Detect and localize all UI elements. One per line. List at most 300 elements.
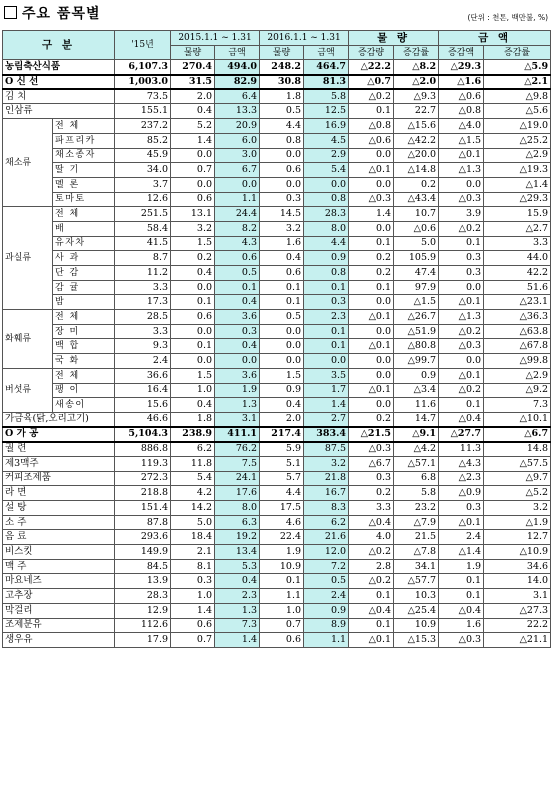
cell-value: 0.4 <box>171 266 215 281</box>
cell-value: 1.9 <box>215 383 260 398</box>
cell-value: △1.4 <box>439 545 484 560</box>
cell-value: 2.0 <box>260 412 304 427</box>
cell-value: △0.3 <box>439 633 484 648</box>
cell-value: 19.2 <box>215 530 260 545</box>
cell-value: 270.4 <box>171 60 215 75</box>
cell-value: 1.1 <box>215 192 260 207</box>
cell-value: △6.7 <box>484 427 551 442</box>
cell-value: 23.2 <box>394 501 439 516</box>
row-label: 비스킷 <box>3 545 115 560</box>
cell-value: 1.6 <box>439 618 484 633</box>
cell-value: 11.2 <box>115 266 171 281</box>
cell-value: 1.0 <box>171 383 215 398</box>
row-label: 설 탕 <box>3 501 115 516</box>
cell-value: △25.4 <box>394 603 439 618</box>
cell-value: △0.2 <box>349 574 394 589</box>
cell-value: 51.6 <box>484 280 551 295</box>
cell-value: △43.4 <box>394 192 439 207</box>
cell-value: 12.0 <box>304 545 349 560</box>
cell-value: 151.4 <box>115 501 171 516</box>
table-row <box>3 398 551 413</box>
cell-value: 0.5 <box>260 310 304 325</box>
cell-value: 6.8 <box>394 471 439 486</box>
cell-value: 3.2 <box>304 456 349 471</box>
cell-value: △22.2 <box>349 60 394 75</box>
row-label: 새송이 <box>53 398 115 413</box>
cell-value: 0.7 <box>260 618 304 633</box>
cell-value: △0.7 <box>349 75 394 90</box>
cell-value: 3.5 <box>304 368 349 383</box>
header-chg-qty: 증감량 <box>349 45 394 60</box>
cell-value: △1.3 <box>439 163 484 178</box>
cell-value: 8.9 <box>304 618 349 633</box>
cell-value: 3.2 <box>171 221 215 236</box>
cell-value: 293.6 <box>115 530 171 545</box>
cell-value: 6.0 <box>215 133 260 148</box>
cell-value: 0.1 <box>304 280 349 295</box>
row-label: 막걸리 <box>3 603 115 618</box>
cell-value: 2.3 <box>304 310 349 325</box>
cell-value: △7.8 <box>394 545 439 560</box>
header-amt-group: 금 액 <box>439 31 551 46</box>
header-qty-2015: 물량 <box>171 45 215 60</box>
cell-value: 1.8 <box>260 89 304 104</box>
cell-value: 1.4 <box>215 633 260 648</box>
cell-value: 4.6 <box>260 515 304 530</box>
cell-value: 0.9 <box>260 383 304 398</box>
cell-value: △9.1 <box>394 427 439 442</box>
cell-value: 21.5 <box>394 530 439 545</box>
cell-value: 9.3 <box>115 339 171 354</box>
table-row <box>3 339 551 354</box>
cell-value: 4.2 <box>171 486 215 501</box>
cell-value: 237.2 <box>115 119 171 134</box>
row-label: 단 감 <box>53 266 115 281</box>
cell-value: 0.6 <box>260 163 304 178</box>
cell-value: △21.1 <box>484 633 551 648</box>
row-label: 전 체 <box>53 310 115 325</box>
cell-value: △0.4 <box>439 412 484 427</box>
table-row <box>3 618 551 633</box>
export-table <box>2 30 551 648</box>
cell-value: 18.4 <box>171 530 215 545</box>
cell-value: 85.2 <box>115 133 171 148</box>
cell-value: 218.8 <box>115 486 171 501</box>
cell-value: 0.9 <box>394 368 439 383</box>
group-label: 채소류 <box>3 119 53 207</box>
cell-value: △5.9 <box>484 60 551 75</box>
table-row <box>3 383 551 398</box>
header-category: 구 분 <box>3 31 115 60</box>
cell-value: 0.0 <box>349 368 394 383</box>
table-body <box>3 60 551 648</box>
row-label: 가금육(닭,오리고기) <box>3 412 115 427</box>
cell-value: △0.1 <box>349 383 394 398</box>
cell-value: 0.1 <box>349 589 394 604</box>
cell-value: △0.2 <box>439 221 484 236</box>
header-amt-2016: 금액 <box>304 45 349 60</box>
table-row <box>3 545 551 560</box>
cell-value: 10.3 <box>394 589 439 604</box>
cell-value: 8.2 <box>215 221 260 236</box>
cell-value: 14.0 <box>484 574 551 589</box>
cell-value: △57.1 <box>394 456 439 471</box>
row-label: 라 면 <box>3 486 115 501</box>
cell-value: 2.0 <box>171 89 215 104</box>
row-label: 채소종자 <box>53 148 115 163</box>
cell-value: 0.2 <box>349 486 394 501</box>
cell-value: 1,003.0 <box>115 75 171 90</box>
cell-value: 0.3 <box>439 266 484 281</box>
cell-value: 0.6 <box>171 310 215 325</box>
cell-value: 0.6 <box>171 192 215 207</box>
cell-value: 30.8 <box>260 75 304 90</box>
cell-value: 0.0 <box>215 177 260 192</box>
unit-note: (단위 : 천톤, 백만불, %) <box>467 13 548 22</box>
cell-value: 21.8 <box>304 471 349 486</box>
table-row <box>3 104 551 119</box>
cell-value: 0.3 <box>439 501 484 516</box>
cell-value: △19.3 <box>484 163 551 178</box>
table-row <box>3 427 551 442</box>
cell-value: 1.0 <box>171 589 215 604</box>
cell-value: △2.7 <box>484 221 551 236</box>
cell-value: 0.1 <box>260 280 304 295</box>
cell-value: 17.9 <box>115 633 171 648</box>
table-row <box>3 559 551 574</box>
table-row <box>3 280 551 295</box>
cell-value: 251.5 <box>115 207 171 222</box>
table-row <box>3 486 551 501</box>
cell-value: 0.3 <box>215 324 260 339</box>
cell-value: 105.9 <box>394 251 439 266</box>
cell-value: 87.8 <box>115 515 171 530</box>
row-label: 음 료 <box>3 530 115 545</box>
cell-value: 238.9 <box>171 427 215 442</box>
cell-value: 0.5 <box>304 574 349 589</box>
cell-value: 0.8 <box>304 266 349 281</box>
cell-value: 0.6 <box>171 618 215 633</box>
cell-value: △0.1 <box>439 295 484 310</box>
cell-value: △9.2 <box>484 383 551 398</box>
cell-value: △9.3 <box>394 89 439 104</box>
row-label: 김 치 <box>3 89 115 104</box>
header-chg-rate-amt: 증감률 <box>484 45 551 60</box>
cell-value: 0.1 <box>349 104 394 119</box>
cell-value: 0.0 <box>349 324 394 339</box>
cell-value: 0.1 <box>439 236 484 251</box>
row-label: 인삼류 <box>3 104 115 119</box>
cell-value: 3.2 <box>484 501 551 516</box>
cell-value: △9.7 <box>484 471 551 486</box>
table-row <box>3 501 551 516</box>
cell-value: △4.3 <box>439 456 484 471</box>
cell-value: 14.5 <box>260 207 304 222</box>
cell-value: 0.0 <box>349 148 394 163</box>
cell-value: 8.7 <box>115 251 171 266</box>
table-row <box>3 368 551 383</box>
cell-value: 0.3 <box>171 574 215 589</box>
cell-value: 28.3 <box>304 207 349 222</box>
cell-value: 0.4 <box>171 104 215 119</box>
cell-value: 5.8 <box>304 89 349 104</box>
row-label: 백 합 <box>53 339 115 354</box>
cell-value: 0.7 <box>171 163 215 178</box>
cell-value: 76.2 <box>215 442 260 457</box>
cell-value: 22.7 <box>394 104 439 119</box>
cell-value: △9.8 <box>484 89 551 104</box>
cell-value: 82.9 <box>215 75 260 90</box>
row-label: 멜 론 <box>53 177 115 192</box>
cell-value: △4.2 <box>394 442 439 457</box>
cell-value: 4.4 <box>304 236 349 251</box>
cell-value: 0.3 <box>260 192 304 207</box>
cell-value: △0.1 <box>439 368 484 383</box>
cell-value: 16.7 <box>304 486 349 501</box>
cell-value: 0.1 <box>439 589 484 604</box>
table-row <box>3 163 551 178</box>
cell-value: 3.2 <box>260 221 304 236</box>
cell-value: 14.7 <box>394 412 439 427</box>
cell-value: 17.3 <box>115 295 171 310</box>
row-label: 밤 <box>53 295 115 310</box>
cell-value: 2.8 <box>349 559 394 574</box>
group-label: 과실류 <box>3 207 53 310</box>
table-row <box>3 354 551 369</box>
cell-value: 24.4 <box>215 207 260 222</box>
cell-value: △1.9 <box>484 515 551 530</box>
cell-value: 13.1 <box>171 207 215 222</box>
cell-value: △5.6 <box>484 104 551 119</box>
table-row <box>3 603 551 618</box>
cell-value: 119.3 <box>115 456 171 471</box>
cell-value: 0.4 <box>215 295 260 310</box>
cell-value: 0.0 <box>171 177 215 192</box>
cell-value: 886.8 <box>115 442 171 457</box>
cell-value: 2.4 <box>115 354 171 369</box>
cell-value: 17.5 <box>260 501 304 516</box>
cell-value: 15.9 <box>484 207 551 222</box>
cell-value: 0.1 <box>304 339 349 354</box>
cell-value: 6.2 <box>304 515 349 530</box>
cell-value: 3.3 <box>115 280 171 295</box>
cell-value: △21.5 <box>349 427 394 442</box>
table-row <box>3 75 551 90</box>
cell-value: △0.2 <box>349 89 394 104</box>
table-row <box>3 530 551 545</box>
cell-value: △10.9 <box>484 545 551 560</box>
cell-value: 3.6 <box>215 310 260 325</box>
cell-value: 3.0 <box>215 148 260 163</box>
cell-value: △0.3 <box>439 339 484 354</box>
table-row <box>3 177 551 192</box>
cell-value: 5.7 <box>260 471 304 486</box>
header-period2: 2016.1.1 ~ 1.31 <box>260 31 349 46</box>
cell-value: 11.8 <box>171 456 215 471</box>
cell-value: 0.2 <box>349 412 394 427</box>
cell-value: 8.1 <box>171 559 215 574</box>
cell-value: 6.3 <box>215 515 260 530</box>
cell-value: 0.0 <box>304 354 349 369</box>
cell-value: 2.9 <box>304 148 349 163</box>
cell-value: 0.2 <box>394 177 439 192</box>
cell-value: 0.0 <box>349 295 394 310</box>
row-label: 감 귤 <box>53 280 115 295</box>
cell-value: △0.1 <box>349 163 394 178</box>
cell-value: 5.9 <box>260 442 304 457</box>
cell-value: △2.3 <box>439 471 484 486</box>
cell-value: 14.8 <box>484 442 551 457</box>
cell-value: 0.4 <box>215 574 260 589</box>
cell-value: △14.8 <box>394 163 439 178</box>
row-label: O 신 선 <box>3 75 115 90</box>
cell-value: 7.5 <box>215 456 260 471</box>
cell-value: 7.3 <box>484 398 551 413</box>
table-row <box>3 236 551 251</box>
cell-value: 149.9 <box>115 545 171 560</box>
cell-value: 7.3 <box>215 618 260 633</box>
cell-value: △1.3 <box>439 310 484 325</box>
cell-value: 31.5 <box>171 75 215 90</box>
cell-value: △0.8 <box>349 119 394 134</box>
cell-value: △0.2 <box>439 324 484 339</box>
cell-value: 383.4 <box>304 427 349 442</box>
cell-value: 0.2 <box>171 251 215 266</box>
cell-value: 0.2 <box>349 251 394 266</box>
cell-value: 42.2 <box>484 266 551 281</box>
row-label: 토마토 <box>53 192 115 207</box>
cell-value: 0.0 <box>349 354 394 369</box>
cell-value: 2.4 <box>439 530 484 545</box>
cell-value: △20.0 <box>394 148 439 163</box>
cell-value: 22.4 <box>260 530 304 545</box>
row-label: 소 주 <box>3 515 115 530</box>
cell-value: △99.7 <box>394 354 439 369</box>
cell-value: 0.4 <box>171 398 215 413</box>
table-row <box>3 89 551 104</box>
cell-value: 0.1 <box>171 339 215 354</box>
cell-value: 0.1 <box>349 618 394 633</box>
cell-value: △15.3 <box>394 633 439 648</box>
cell-value: 0.7 <box>171 633 215 648</box>
cell-value: △10.1 <box>484 412 551 427</box>
cell-value: 0.5 <box>215 266 260 281</box>
row-label: 팽 이 <box>53 383 115 398</box>
cell-value: △63.8 <box>484 324 551 339</box>
cell-value: △67.8 <box>484 339 551 354</box>
header-amt-2015: 금액 <box>215 45 260 60</box>
cell-value: 1.1 <box>304 633 349 648</box>
cell-value: 494.0 <box>215 60 260 75</box>
cell-value: △80.8 <box>394 339 439 354</box>
cell-value: 5.3 <box>215 559 260 574</box>
cell-value: 272.3 <box>115 471 171 486</box>
cell-value: △8.2 <box>394 60 439 75</box>
cell-value: 8.3 <box>304 501 349 516</box>
cell-value: 0.2 <box>349 266 394 281</box>
cell-value: △57.7 <box>394 574 439 589</box>
row-label: 생우유 <box>3 633 115 648</box>
row-label: 장 미 <box>53 324 115 339</box>
cell-value: 45.9 <box>115 148 171 163</box>
row-label: 전 체 <box>53 207 115 222</box>
cell-value: 0.0 <box>349 177 394 192</box>
cell-value: △0.4 <box>439 603 484 618</box>
cell-value: 155.1 <box>115 104 171 119</box>
cell-value: 0.5 <box>260 104 304 119</box>
row-label: 국 화 <box>53 354 115 369</box>
table-row <box>3 251 551 266</box>
cell-value: 6.2 <box>171 442 215 457</box>
cell-value: △0.3 <box>439 192 484 207</box>
cell-value: 1.3 <box>215 398 260 413</box>
cell-value: 0.0 <box>439 280 484 295</box>
cell-value: 0.1 <box>215 280 260 295</box>
cell-value: 1.5 <box>171 236 215 251</box>
cell-value: 8.0 <box>304 221 349 236</box>
cell-value: 2.3 <box>215 589 260 604</box>
cell-value: 0.0 <box>439 177 484 192</box>
cell-value: 0.0 <box>304 177 349 192</box>
cell-value: △0.3 <box>349 442 394 457</box>
cell-value: 13.4 <box>215 545 260 560</box>
cell-value: 12.5 <box>304 104 349 119</box>
row-label: 고추장 <box>3 589 115 604</box>
cell-value: 0.3 <box>349 471 394 486</box>
cell-value: △5.2 <box>484 486 551 501</box>
header-qty-2016: 물량 <box>260 45 304 60</box>
cell-value: 3.7 <box>115 177 171 192</box>
cell-value: 5.4 <box>171 471 215 486</box>
cell-value: △29.3 <box>484 192 551 207</box>
cell-value: 112.6 <box>115 618 171 633</box>
cell-value: 44.0 <box>484 251 551 266</box>
cell-value: 6.4 <box>215 89 260 104</box>
cell-value: 0.0 <box>260 148 304 163</box>
cell-value: △57.5 <box>484 456 551 471</box>
table-row <box>3 589 551 604</box>
title-bar <box>0 0 554 28</box>
table-row <box>3 221 551 236</box>
cell-value: 0.0 <box>171 324 215 339</box>
table-row <box>3 266 551 281</box>
cell-value: △0.1 <box>349 339 394 354</box>
row-label: 전 체 <box>53 368 115 383</box>
row-label: 사 과 <box>53 251 115 266</box>
cell-value: △0.3 <box>349 192 394 207</box>
cell-value: 1.1 <box>260 589 304 604</box>
cell-value: 0.1 <box>260 574 304 589</box>
cell-value: △0.2 <box>439 383 484 398</box>
header-chg-amt: 증감액 <box>439 45 484 60</box>
cell-value: 217.4 <box>260 427 304 442</box>
group-label: 버섯류 <box>3 368 53 412</box>
cell-value: △19.0 <box>484 119 551 134</box>
cell-value: 1.4 <box>349 207 394 222</box>
cell-value: 1.4 <box>171 133 215 148</box>
cell-value: △0.2 <box>349 545 394 560</box>
cell-value: 1.0 <box>260 603 304 618</box>
cell-value: 12.7 <box>484 530 551 545</box>
cell-value: 5,104.3 <box>115 427 171 442</box>
cell-value: △99.8 <box>484 354 551 369</box>
table-row <box>3 60 551 75</box>
cell-value: △2.9 <box>484 368 551 383</box>
cell-value: 11.3 <box>439 442 484 457</box>
cell-value: △36.3 <box>484 310 551 325</box>
row-label: 마요네즈 <box>3 574 115 589</box>
cell-value: △25.2 <box>484 133 551 148</box>
